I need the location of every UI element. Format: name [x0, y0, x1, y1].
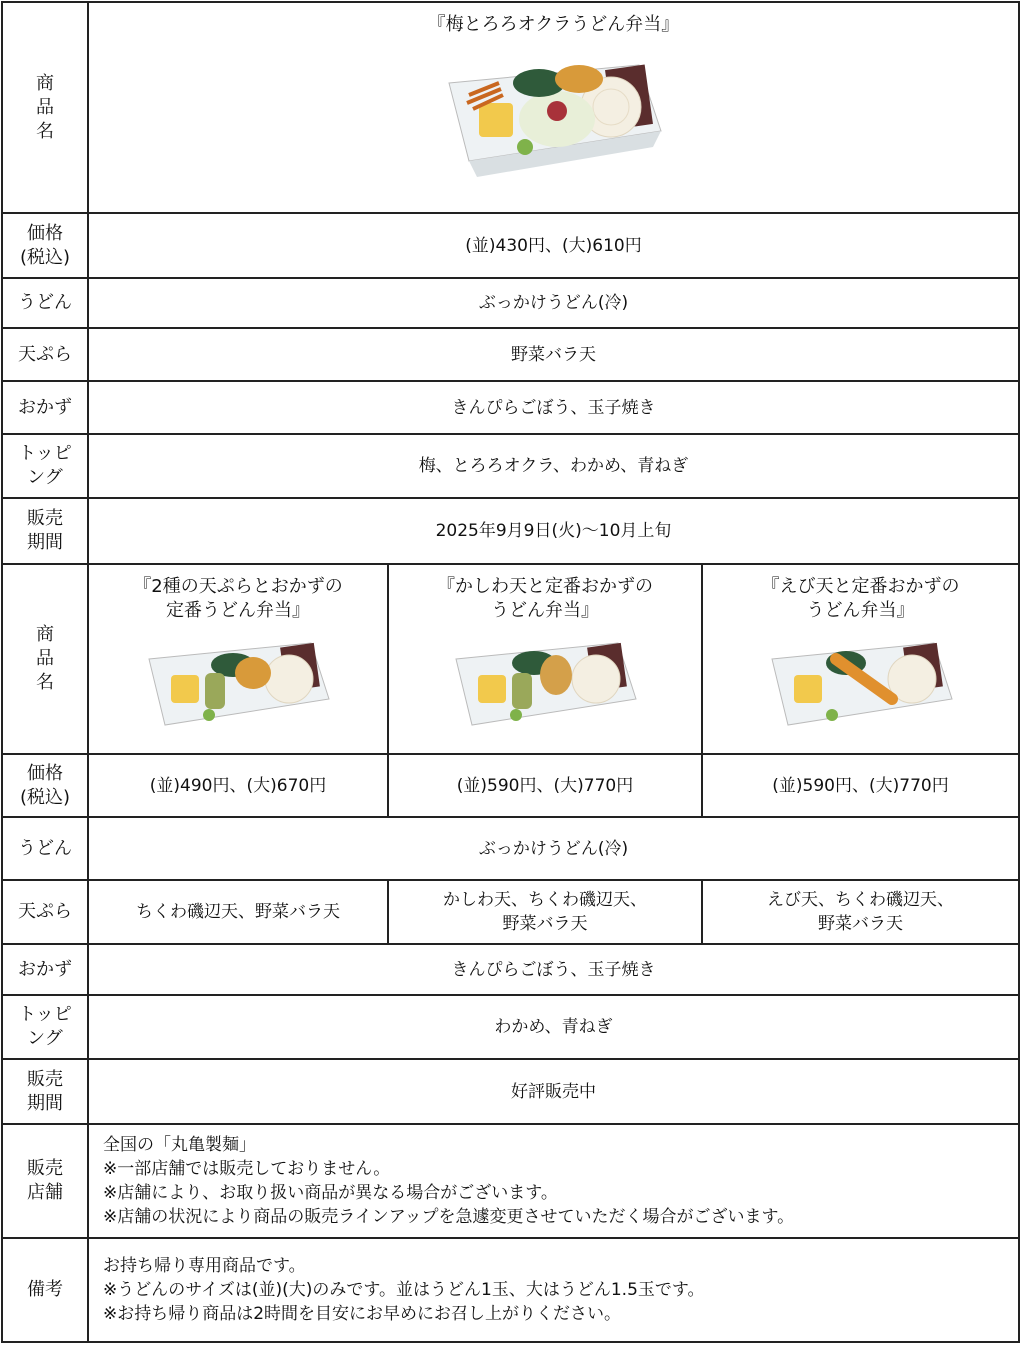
menu-table — [1, 1, 1020, 1343]
side-value: きんぴらごぼう、玉子焼き — [88, 944, 1019, 995]
price-value: (並)490円、(大)670円 — [88, 754, 388, 817]
label-tempura-2: 天ぷら — [2, 880, 88, 944]
label-udon-2: うどん — [2, 817, 88, 880]
label-udon: うどん — [2, 278, 88, 328]
label-period-2: 販売 期間 — [2, 1059, 88, 1124]
label-tempura: 天ぷら — [2, 328, 88, 381]
tempura-value: かしわ天、ちくわ磯辺天、 野菜バラ天 — [388, 880, 702, 944]
bento-image — [439, 43, 669, 193]
product-name: 『2種の天ぷらとおかずの 定番うどん弁当』 — [133, 576, 343, 621]
side-value: きんぴらごぼう、玉子焼き — [88, 381, 1019, 434]
bento-image — [143, 629, 333, 739]
product-cell-3 — [388, 564, 702, 754]
bento-image — [450, 629, 640, 739]
udon-value: ぶっかけうどん(冷) — [88, 278, 1019, 328]
period-value: 2025年9月9日(火)～10月上旬 — [88, 498, 1019, 564]
label-product-name-2: 商 品 名 — [2, 564, 88, 754]
period-value: 好評販売中 — [88, 1059, 1019, 1124]
topping-value: わかめ、青ねぎ — [88, 995, 1019, 1059]
label-side-2: おかず — [2, 944, 88, 995]
label-price: 価格 (税込) — [2, 213, 88, 278]
price-value: (並)430円、(大)610円 — [88, 213, 1019, 278]
tempura-value: 野菜バラ天 — [88, 328, 1019, 381]
store-value: 全国の「丸亀製麺」 ※一部店舗では販売しておりません。 ※店舗により、お取り扱い商品が異なる場合がございます。 ※店舗の状況により商品の販売ラインアップを急遽変更させていただく場合がございます。 — [88, 1124, 1019, 1238]
label-side: おかず — [2, 381, 88, 434]
price-value: (並)590円、(大)770円 — [388, 754, 702, 817]
price-value: (並)590円、(大)770円 — [702, 754, 1019, 817]
label-period: 販売 期間 — [2, 498, 88, 564]
label-topping: トッピ ング — [2, 434, 88, 498]
product-name: 『かしわ天と定番おかずの うどん弁当』 — [437, 576, 653, 621]
label-notes: 備考 — [2, 1238, 88, 1342]
label-store: 販売 店舗 — [2, 1124, 88, 1238]
product-name: 『梅とろろオクラうどん弁当』 — [427, 14, 680, 35]
tempura-value: ちくわ磯辺天、野菜バラ天 — [88, 880, 388, 944]
product-name: 『えび天と定番おかずの うどん弁当』 — [761, 576, 960, 621]
topping-value: 梅、とろろオクラ、わかめ、青ねぎ — [88, 434, 1019, 498]
label-topping-2: トッピ ング — [2, 995, 88, 1059]
label-price-2: 価格 (税込) — [2, 754, 88, 817]
product-cell-4 — [702, 564, 1019, 754]
bento-image — [766, 629, 956, 739]
product-cell-2 — [88, 564, 388, 754]
tempura-value: えび天、ちくわ磯辺天、 野菜バラ天 — [702, 880, 1019, 944]
udon-value: ぶっかけうどん(冷) — [88, 817, 1019, 880]
notes-value: お持ち帰り専用商品です。 ※うどんのサイズは(並)(大)のみです。並はうどん1玉、大はうどん1.5玉です。 ※お持ち帰り商品は2時間を目安にお早めにお召し上がりください。 — [88, 1238, 1019, 1342]
label-product-name: 商 品 名 — [2, 2, 88, 213]
product-cell-1 — [88, 2, 1019, 213]
